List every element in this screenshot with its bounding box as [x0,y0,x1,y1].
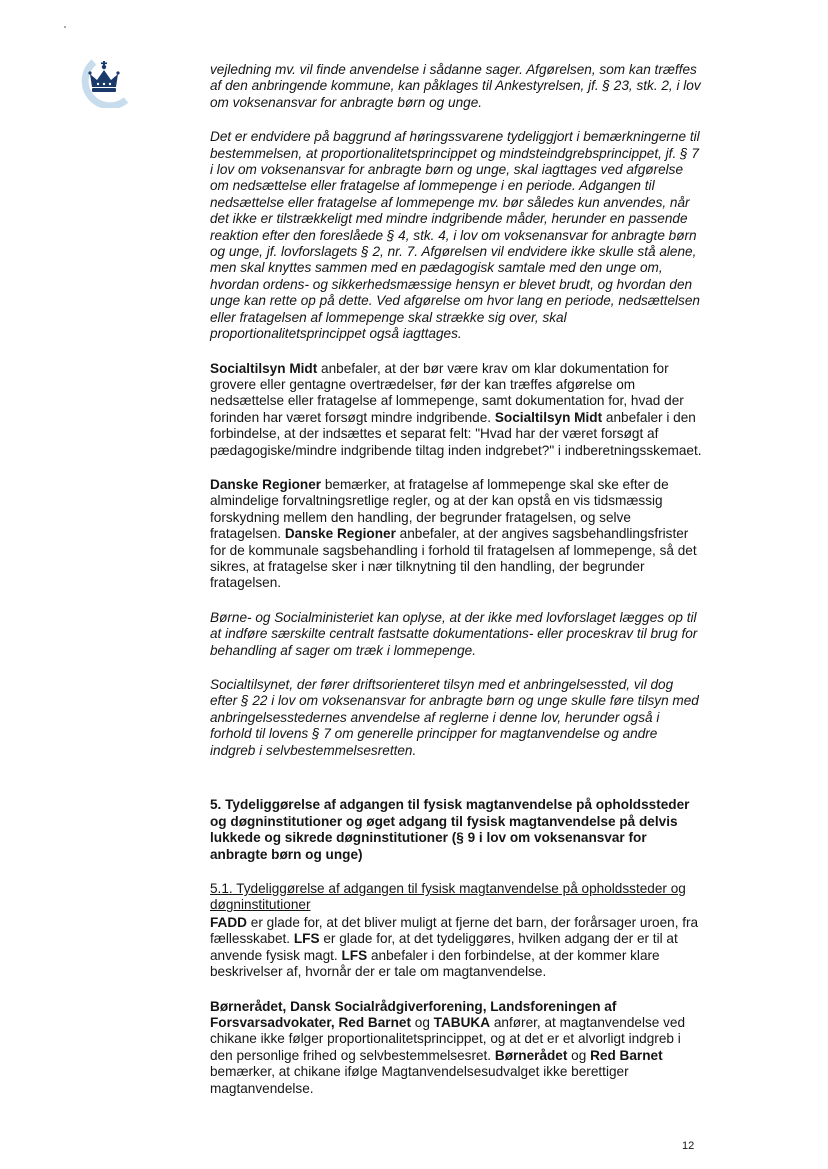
org-name: Socialtilsyn Midt [210,360,318,376]
scan-speck [64,26,66,28]
document-body-lower [210,915,702,1115]
org-name: TABUKA [433,1015,491,1031]
text-run: og [410,1015,434,1031]
text-run: anfører, at magtanvendelse ved chikane ikke følger proportionalitetsprincippet, og at det er et alvorligt indgreb i den personlige frihed og selvbestemmelsesret. [210,1015,686,1063]
org-name: Børnerådet, Dansk Socialrådgiverforening, Landsforeningen af Forsvarsadvokater, Red Barnet [210,998,617,1031]
document-body [210,62,702,777]
paragraph-7 [210,915,702,981]
text-run: er glade for, at det bliver muligt at fjerne det barn, der forårsager uroen, fra fællesskabet. [210,915,699,947]
text-run: anbefaler i den forbindelse, at der indsættes et separat felt: "Hvad har der været forsøgt af pædagogiske/mindre indgribende tiltag inden indgrebet?" i indberetningsskemaet. [210,409,702,458]
text-run: og [567,1047,591,1063]
section-heading: 5. Tydeliggørelse af adgangen til fysisk magtanvendelse på opholdssteder og døgninstitutioner og øget adgang til fysisk magtanvendelse på delvis lukkede og sikrede døgninstitutioner (§ 9 i lov om voksenansvar for anbragte børn og unge) [210,797,690,862]
paragraph-2: Det er endvidere på baggrund af høringssvarene tydeliggjort i bemærkningerne til bestemmelsen, at proportionalitetsprincippet og mindsteindgrebsprincippet, jf. § 7 i lov om voksenansvar for anbragte børn og unge, skal iagttages ved afgørelse om nedsættelse eller fratagelse af lommepenge i en periode. Adgangen til nedsættelse eller fratagelse af lommepenge mv. bør således kun anvendes, når det ikke er tilstrækkeligt med mindre indgribende måder, herunder en passende reaktion efter den foreslåede § 4, stk. 4, i lov om voksenansvar for anbragte børn og unge, jf. lovforslagets § 2, nr. 7. Afgørelsen vil endvidere ikke skulle stå alene, men skal knyttes sammen med en pædagogisk samtale med den unge om, hvordan ordens- og sikkerhedsmæssige hensyn er blevet brudt, og hvordan den unge kan rette op på dette. Ved afgørelse om hvor lang en periode, nedsættelsen eller fratagelsen af lommepenge skal strække sig over, skal proportionalitetsprincippet også iagttages. [210,129,700,342]
text-run: bemærker, at chikane ifølge Magtanvendelsesudvalget ikke berettiger magtanvendelse. [210,1064,629,1096]
org-name: Børnerådet [494,1047,568,1063]
org-name: Socialtilsyn Midt [494,409,603,425]
org-name: Danske Regioner [210,476,322,492]
org-name: LFS [341,947,368,963]
paragraph-5: Børne- og Socialministeriet kan oplyse, at der ikke med lovforslaget lægges op til at indføre særskilte centralt fastsatte dokumentations- eller proceskrav til brug for behandling af sager om træk i lommepenge. [210,609,698,658]
org-name: Danske Regioner [284,526,396,542]
page-number: 12 [682,1140,695,1152]
paragraph-4 [210,477,702,592]
paragraph-1: vejledning mv. vil finde anvendelse i sådanne sager. Afgørelsen, som kan træffes af den anbringende kommune, kan påklages til Ankestyrelsen, jf. § 23, stk. 2, i lov om voksenansvar for anbragte børn og unge. [210,62,701,110]
subsection-heading [210,881,702,914]
text-run: anbefaler, at der bør være krav om klar dokumentation for grovere eller gentagne overtrædelser, før der kan træffes afgørelse om nedsættelse eller fratagelse af lommepenge, samt dokumentation for, hvad der forinden har været forsøgt mindre indgribende. [210,360,684,425]
org-name: FADD [210,915,248,930]
org-name: LFS [293,931,320,947]
paragraph-6: Socialtilsynet, der fører driftsorienteret tilsyn med et anbringelsessted, vil dog efter § 22 i lov om voksenansvar for anbragte børn og unge skulle føre tilsyn med anbringelsesstedernes anvendelse af reglerne i denne lov, herunder også i forhold til lovens § 7 om generelle principper for magtanvendelse og andre indgreb i selvbestemmelsesretten. [210,677,699,758]
paragraph-3 [210,361,702,459]
text-run: anbefaler, at der angives sagsbehandlingsfrister for de kommunale sagsbehandling i forhold til fratagelsen af lommepenge, så det sikres, at fratagelse sker i nær tilknytning til den handling, der begrunder fratagelsen. [210,526,697,591]
text-run: anbefaler i den forbindelse, at der kommer klare beskrivelser af, hvornår der er tale om magtanvendelse. [210,947,660,980]
paragraph-8 [210,999,702,1097]
text-run: er glade for, at det tydeliggøres, hvilken adgang der er til at anvende fysisk magt. [210,931,678,963]
text-run: bemærker, at fratagelse af lommepenge skal ske efter de almindelige forvaltningsretlige regler, og at der kan opstå en vis tidsmæssig forskydning mellem den handling, der begrunder fratagelsen, og selve fratagelsen. [210,476,669,542]
crown-logo-icon [76,58,128,108]
subsection-heading-text: 5.1. Tydeliggørelse af adgangen til fysisk magtanvendelse på opholdssteder og døgninstitutioner [210,881,686,913]
org-name: Red Barnet [590,1047,663,1063]
